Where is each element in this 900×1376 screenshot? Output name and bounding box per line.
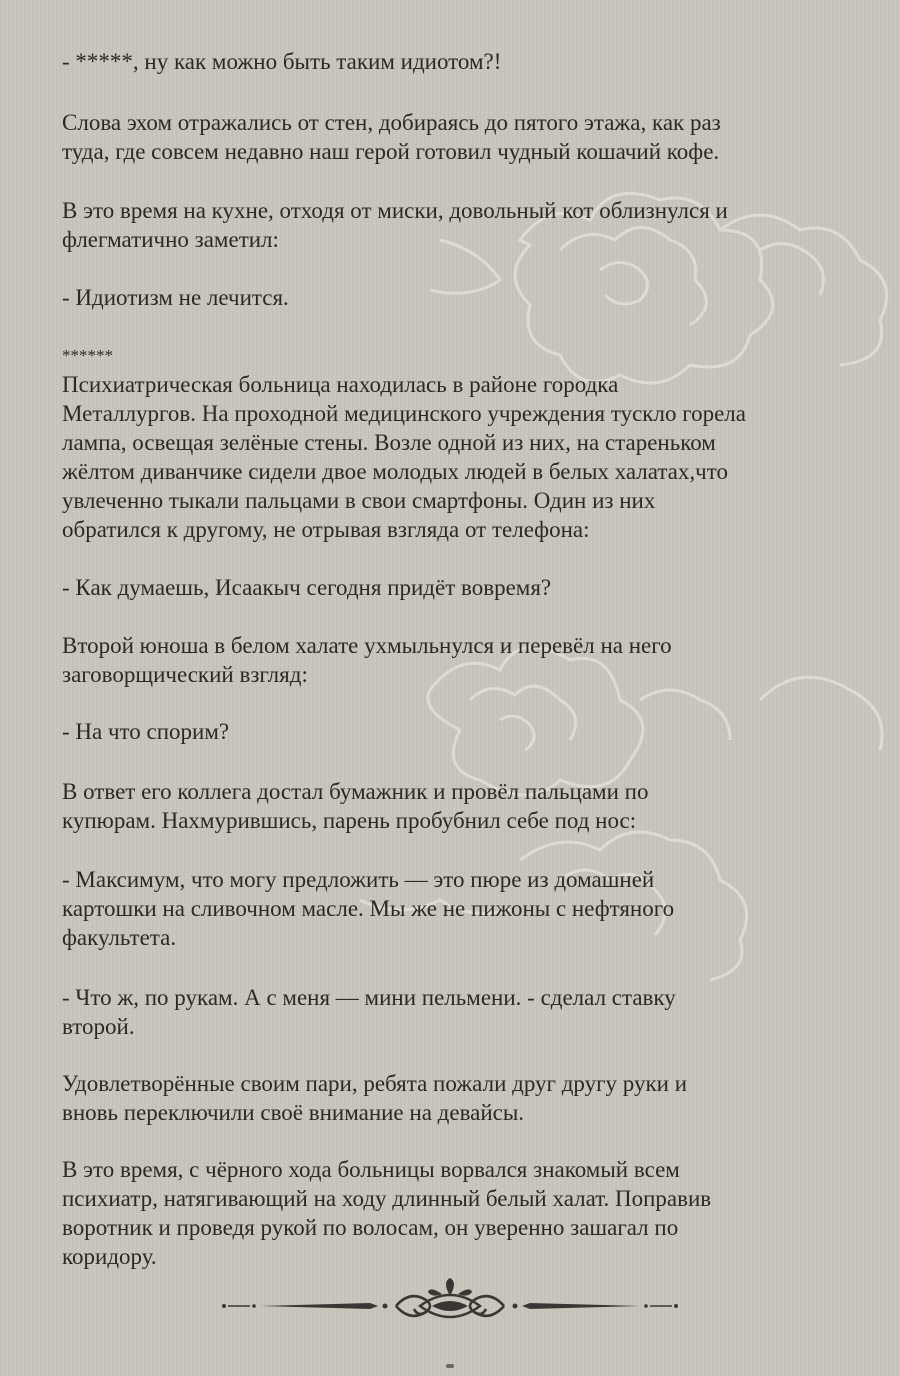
text-line: Второй юноша в белом халате ухмыльнулся и перевёл на него: [62, 633, 672, 658]
text-line: ******: [62, 346, 113, 365]
text-line: В это время на кухне, отходя от миски, довольный кот облизнулся и: [62, 198, 728, 223]
text-line: - *****, ну как можно быть таким идиотом?!: [62, 49, 502, 74]
text-line: - Максимум, что могу предложить — это пюре из домашней: [62, 867, 655, 892]
text-line: - На что спорим?: [62, 719, 230, 744]
text-line: туда, где совсем недавно наш герой готовил чудный кошачий кофе.: [62, 139, 720, 164]
paragraph: [62, 1155, 862, 1271]
text-line: обратился к другому, не отрывая взгляда от телефона:: [62, 517, 590, 542]
text-line: купюрам. Нахмурившись, парень пробубнил себе под нос:: [62, 808, 637, 833]
paragraph: [62, 983, 862, 1041]
text-line: флегматично заметил:: [62, 227, 279, 252]
text-line: лампа, освещая зелёные стены. Возле одной из них, на стареньком: [62, 430, 716, 455]
page-mark: [446, 1364, 454, 1368]
text-line: воротник и проведя рукой по волосам, он уверенно зашагал по: [62, 1215, 679, 1240]
text-line: В ответ его коллега достал бумажник и провёл пальцами по: [62, 779, 649, 804]
text-line: - Как думаешь, Исаакыч сегодня придёт вовремя?: [62, 575, 552, 600]
text-line: заговорщический взгляд:: [62, 662, 308, 687]
text-line: Металлургов. На проходной медицинского учреждения тускло горела: [62, 401, 746, 426]
paragraph: [62, 283, 862, 312]
ornamental-divider-icon: [220, 1276, 680, 1336]
text-line: второй.: [62, 1014, 135, 1039]
text-line: факультета.: [62, 925, 177, 950]
text-line: вновь переключили своё внимание на девайсы.: [62, 1100, 525, 1125]
text-line: - Идиотизм не лечится.: [62, 285, 289, 310]
text-line: картошки на сливочном масле. Мы же не пижоны с нефтяного: [62, 896, 675, 921]
text-line: коридору.: [62, 1244, 157, 1269]
paragraph: [62, 47, 862, 76]
text-line: увлеченно тыкали пальцами в свои смартфоны. Один из них: [62, 488, 656, 513]
text-line: В это время, с чёрного хода больницы ворвался знакомый всем: [62, 1157, 680, 1182]
paragraph: [62, 865, 862, 952]
text-line: - Что ж, по рукам. А с меня — мини пельмени. - сделал ставку: [62, 985, 676, 1010]
text-line: Удовлетворённые своим пари, ребята пожали друг другу руки и: [62, 1071, 688, 1096]
paragraph: [62, 717, 862, 746]
text-line: психиатр, натягивающий на ходу длинный белый халат. Поправив: [62, 1186, 712, 1211]
paragraph: [62, 341, 862, 544]
paragraph: [62, 631, 862, 689]
paragraph: [62, 1069, 862, 1127]
paragraph: [62, 777, 862, 835]
paragraph: [62, 573, 862, 602]
text-line: Слова эхом отражались от стен, добираясь до пятого этажа, как раз: [62, 110, 721, 135]
paragraph: [62, 108, 862, 166]
paragraph: [62, 196, 862, 254]
text-line: Психиатрическая больница находилась в районе городка: [62, 372, 619, 397]
text-line: жёлтом диванчике сидели двое молодых людей в белых халатах,что: [62, 459, 728, 484]
